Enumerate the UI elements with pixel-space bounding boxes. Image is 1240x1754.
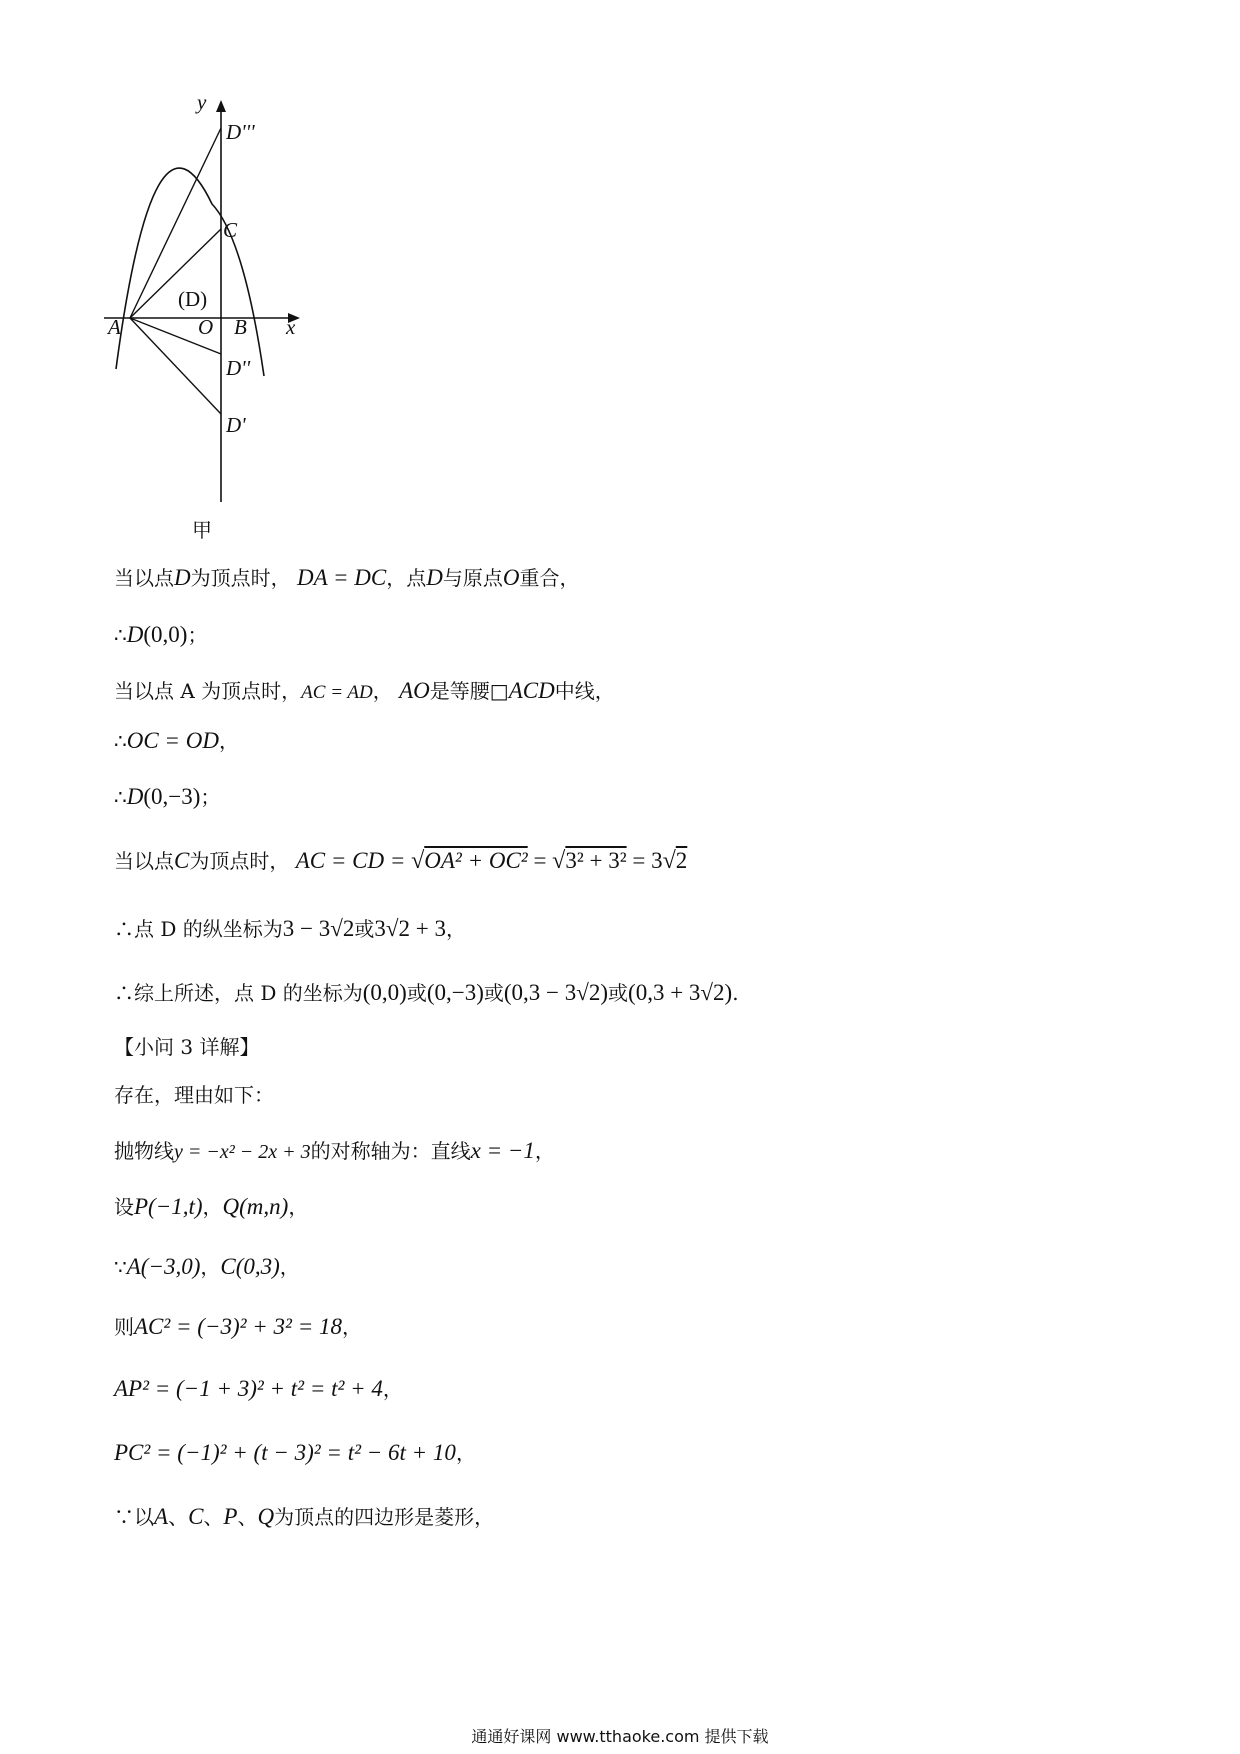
- label-a: A: [108, 315, 121, 339]
- text-line-8: ∴综上所述，点 D 的坐标为(0,0)或(0,−3)或(0,3 − 3√2)或(0,3 + 3√2).: [114, 980, 739, 1005]
- label-b: B: [234, 315, 247, 339]
- text-line-13: ∵A(−3,0)，C(0,3)，: [114, 1254, 300, 1279]
- parabola-curve: [116, 168, 264, 376]
- y-axis-arrow: [216, 100, 226, 112]
- text-line-15: AP² = (−1 + 3)² + t² = t² + 4，: [114, 1376, 403, 1401]
- label-x: x: [286, 315, 296, 339]
- text-line-1: 当以点D为顶点时， DA = DC，点D与原点O重合，: [114, 565, 580, 590]
- section-heading: 【小问 3 详解】: [114, 1035, 260, 1059]
- text-line-3: 当以点 A 为顶点时，AC = AD， AO是等腰□ACD中线，: [114, 678, 615, 703]
- text-line-7: ∴点 D 的纵坐标为3 − 3√2或3√2 + 3，: [114, 916, 466, 941]
- text-line-14: 则AC² = (−3)² + 3² = 18，: [114, 1314, 362, 1339]
- text-line-17: ∵以A、C、P、Q为顶点的四边形是菱形，: [114, 1504, 495, 1529]
- text-line-11: 抛物线y = −x² − 2x + 3的对称轴为：直线x = −1，: [114, 1138, 555, 1163]
- label-o: O: [198, 315, 214, 339]
- label-c: C: [223, 218, 238, 242]
- label-d1: D': [226, 413, 246, 437]
- text-line-2: ∴D(0,0)；: [114, 622, 208, 647]
- text-line-10: 存在，理由如下：: [114, 1083, 274, 1107]
- text-line-6: 当以点C为顶点时， AC = CD = √OA² + OC² = √3² + 3² = 3√2: [114, 848, 688, 874]
- text-line-5: ∴D(0,−3)；: [114, 784, 221, 809]
- page-footer: 通通好课网 www.tthaoke.com 提供下载: [471, 1727, 769, 1746]
- label-d-paren: (D): [178, 287, 208, 311]
- figure-jia: [104, 90, 364, 548]
- text-line-4: ∴OC = OD，: [114, 728, 239, 753]
- text-line-16: PC² = (−1)² + (t − 3)² = t² − 6t + 10，: [114, 1440, 476, 1465]
- text-line-12: 设P(−1,t)，Q(m,n)，: [114, 1194, 309, 1219]
- figure-caption: 甲: [192, 518, 212, 542]
- label-y: y: [197, 90, 207, 114]
- segment-a-c: [130, 229, 221, 318]
- label-d3: D''': [226, 120, 255, 144]
- label-d2: D'': [226, 356, 251, 380]
